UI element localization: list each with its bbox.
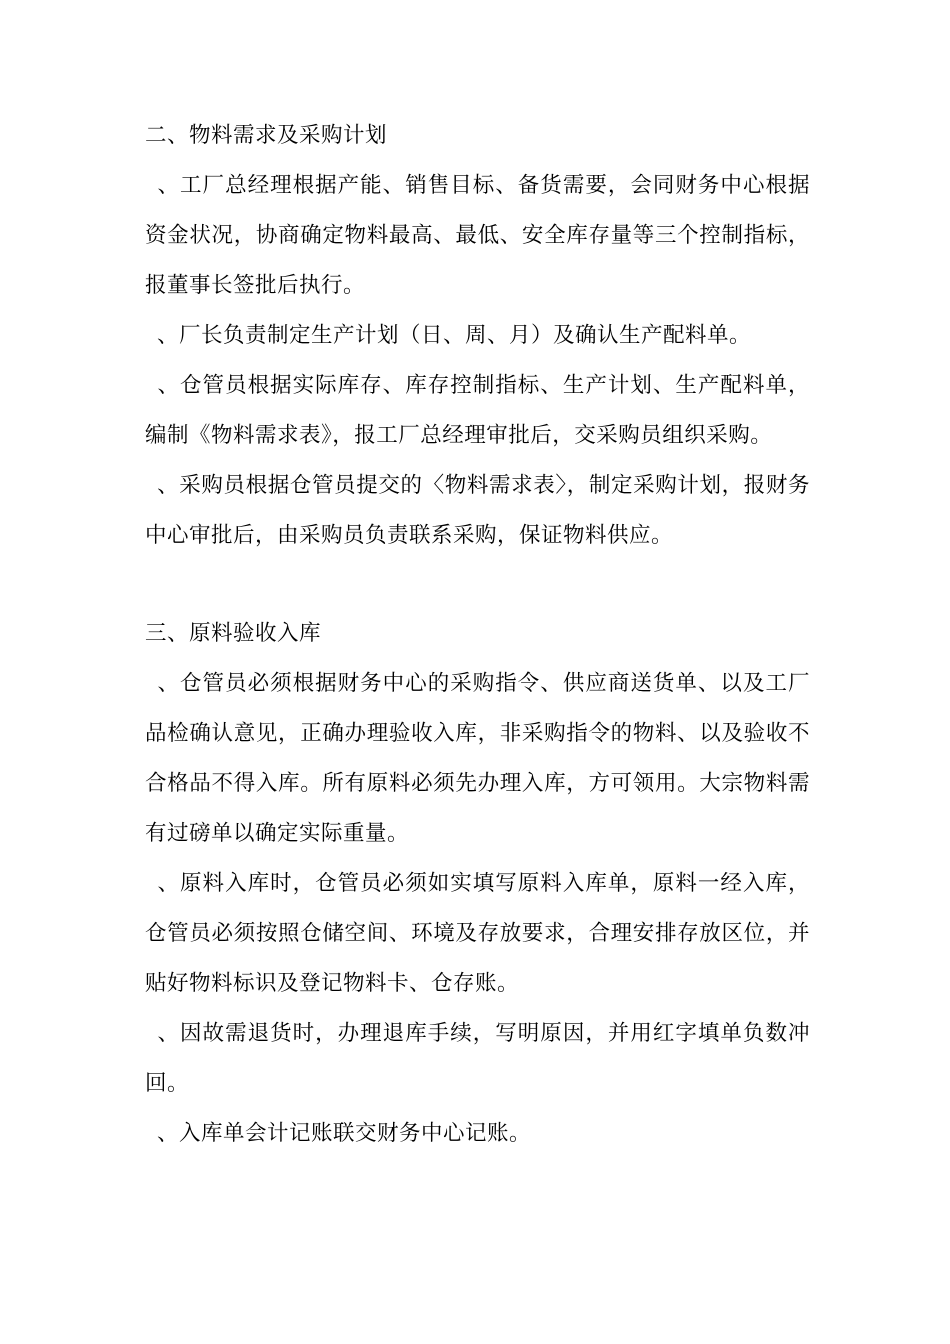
section-3-body — [145, 659, 810, 1159]
section-2-paragraph-1: 、工厂总经理根据产能、销售目标、备货需要，会同财务中心根据资金状况，协商确定物料最高、最低、安全库存量等三个控制指标，报董事长签批后执行。 — [145, 173, 810, 298]
section-2-body — [145, 161, 810, 561]
section-3-paragraph-3: 、因故需退货时，办理退库手续，写明原因，并用红字填单负数冲回。 — [145, 1021, 810, 1096]
section-3-heading: 三、原料验收入库 — [145, 621, 322, 646]
section-3-paragraph-4: 、入库单会计记账联交财务中心记账。 — [157, 1121, 532, 1146]
section-3-paragraph-2: 、原料入库时，仓管员必须如实填写原料入库单，原料一经入库，仓管员必须按照仓储空间、环境及存放要求，合理安排存放区位，并贴好物料标识及登记物料卡、仓存账。 — [145, 871, 810, 996]
section-2-heading: 二、物料需求及采购计划 — [145, 123, 388, 148]
section-2-paragraph-4: 、采购员根据仓管员提交的〈物料需求表〉，制定采购计划，报财务中心审批后，由采购员负责联系采购，保证物料供应。 — [145, 473, 810, 548]
section-3-paragraph-1: 、仓管员必须根据财务中心的采购指令、供应商送货单、以及工厂品检确认意见，正确办理验收入库，非采购指令的物料、以及验收不合格品不得入库。所有原料必须先办理入库，方可领用。大宗物料需有过磅单以确定实际重量。 — [145, 671, 810, 846]
section-2-paragraph-2: 、厂长负责制定生产计划（日、周、月）及确认生产配料单。 — [157, 323, 752, 348]
section-2-paragraph-3: 、仓管员根据实际库存、库存控制指标、生产计划、生产配料单，编制《物料需求表》，报工厂总经理审批后，交采购员组织采购。 — [145, 373, 810, 448]
